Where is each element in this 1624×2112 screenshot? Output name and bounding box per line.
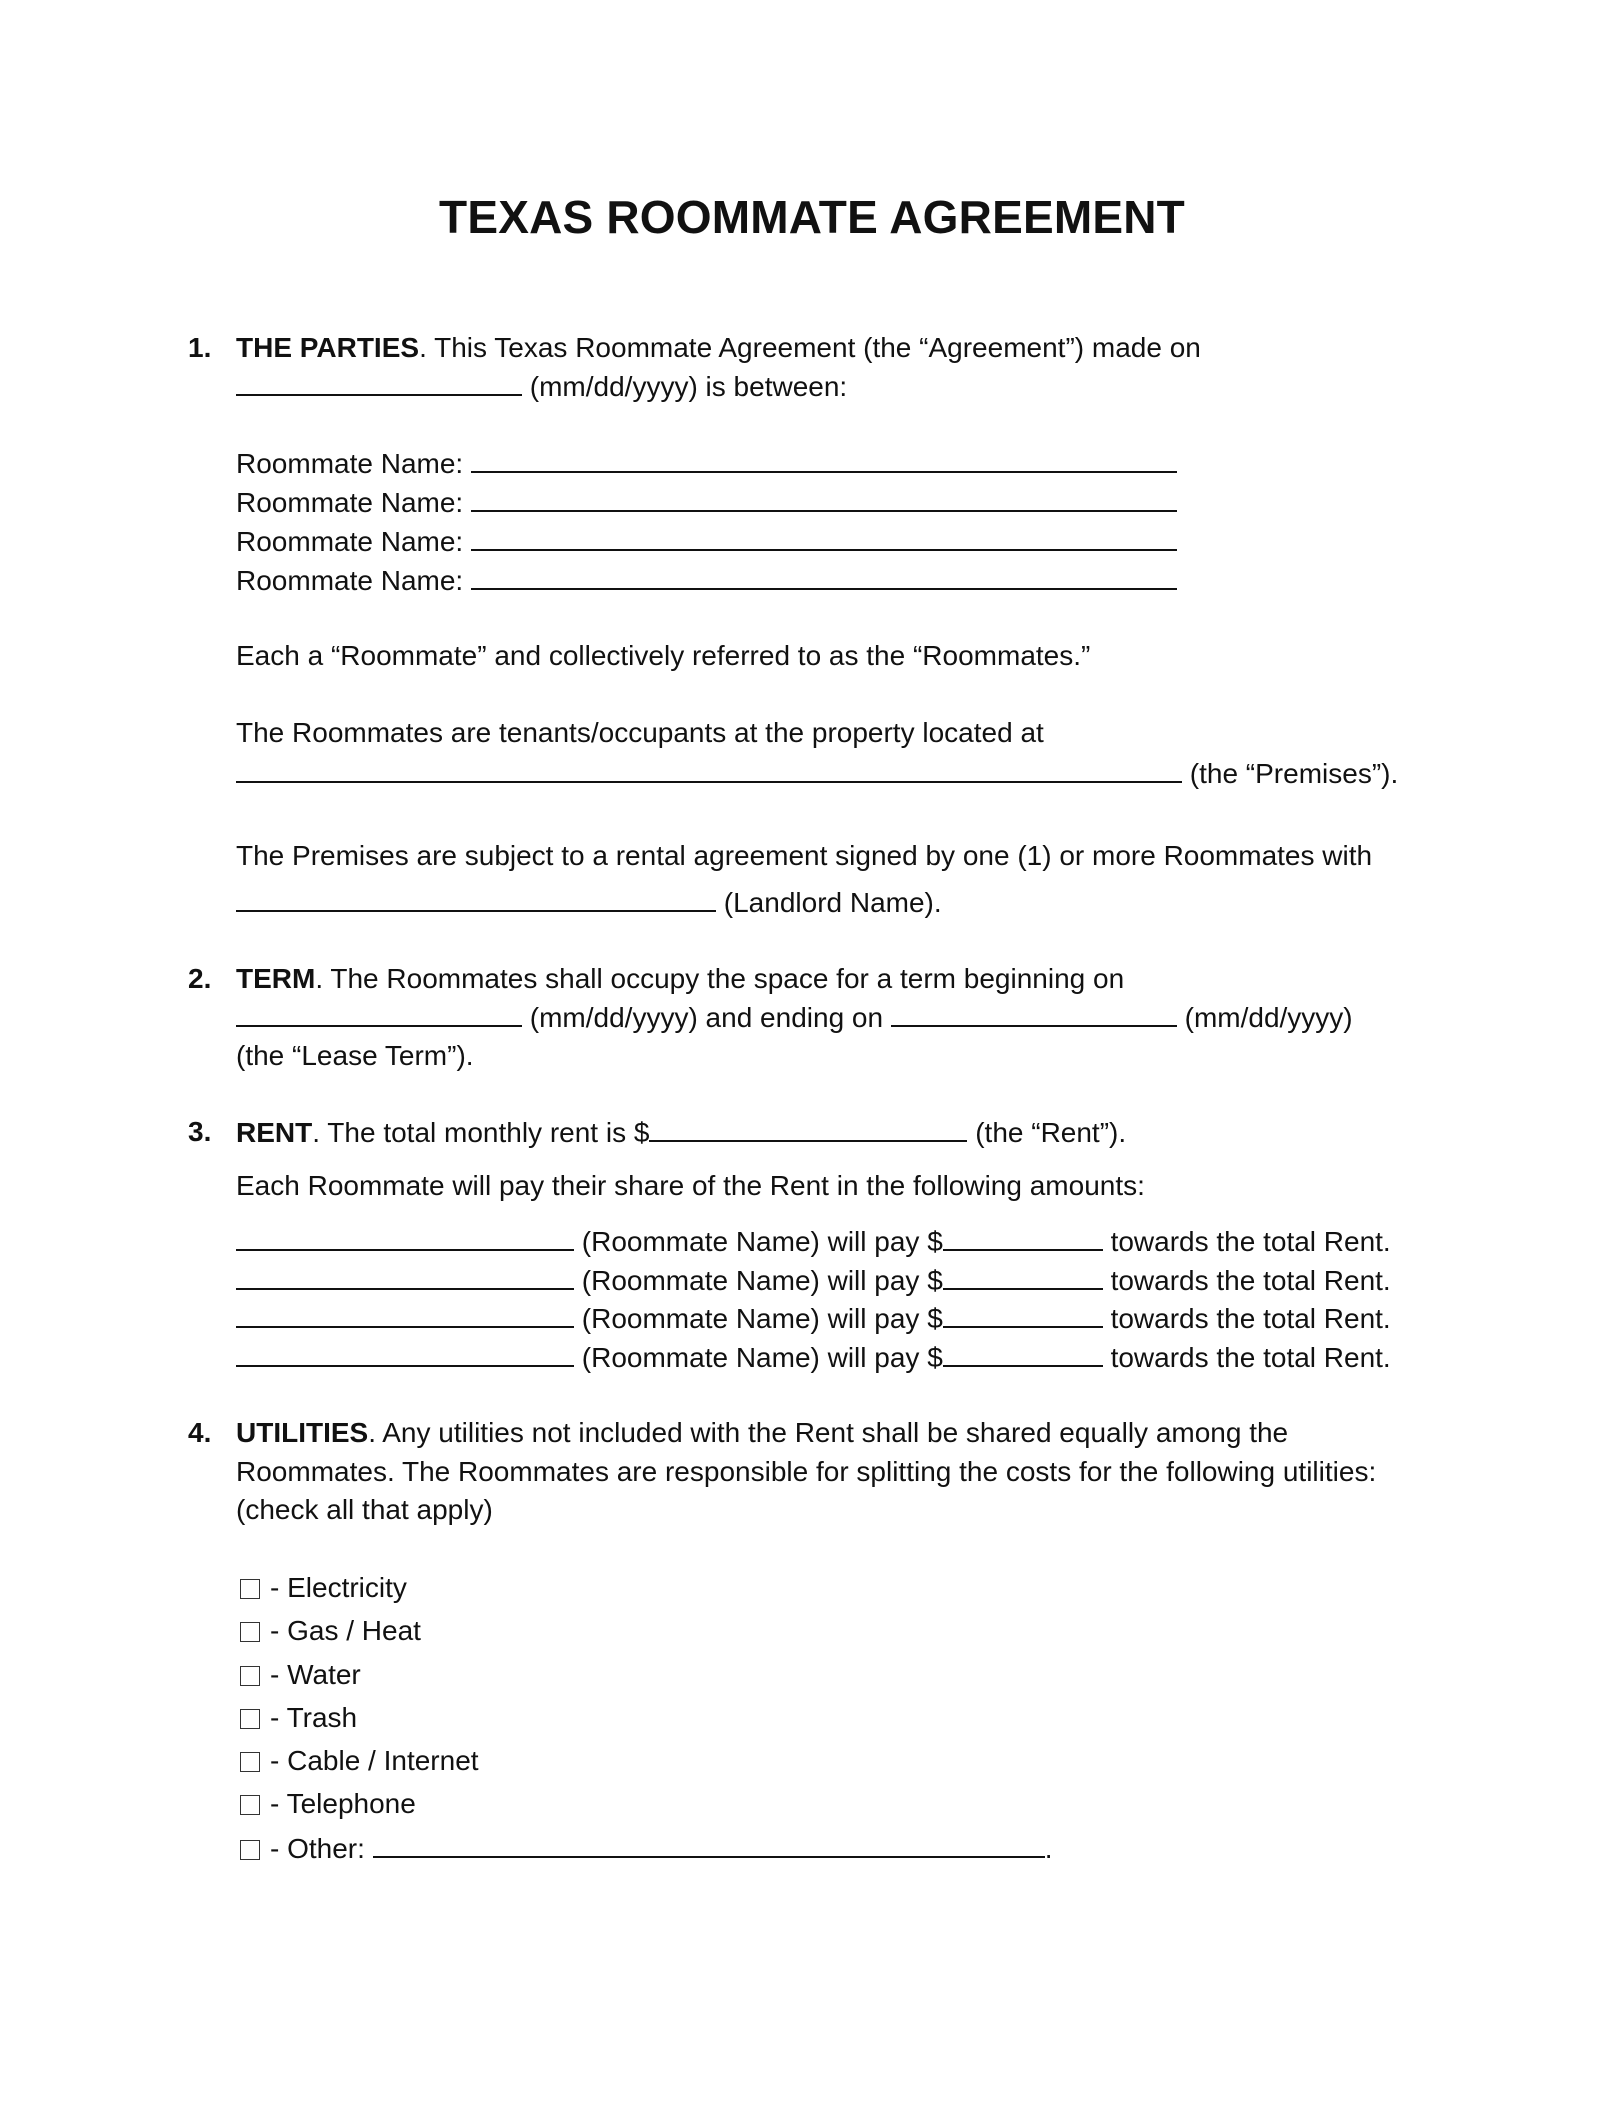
checkbox-water[interactable] [240,1666,260,1686]
agreement-date-suffix: (mm/dd/yyyy) is between: [529,371,848,402]
checkbox-cable-internet[interactable] [240,1752,260,1772]
section-2-number: 2. [188,963,212,994]
utility-item-telephone[interactable] [240,1786,416,1822]
premises-line [236,755,1398,792]
tenants-text: The Roommates are tenants/occupants at the property located at [236,717,1044,748]
premises-suffix: (the “Premises”). [1189,758,1399,789]
rent-suffix: (the “Rent”). [975,1117,1127,1148]
other-utility-field[interactable] [373,1830,1045,1858]
section-3-text: . The total monthly rent is $ [312,1117,650,1148]
utility-label: - Trash [270,1702,358,1733]
roommate-name-row [236,523,1177,560]
section-4-intro [236,1415,1288,1451]
utility-label: - Electricity [270,1572,407,1603]
roommate-name-label: Roommate Name: [236,526,464,557]
section-1-number: 1. [188,332,212,363]
term-end-field[interactable] [891,999,1177,1027]
utility-label: - Gas / Heat [270,1615,421,1646]
section-1-intro [236,330,1201,366]
checkbox-trash[interactable] [240,1709,260,1729]
share-roommate-field-3[interactable] [236,1300,574,1328]
section-4-text-2: Roommates. The Roommates are responsible for splitting the costs for the following utilities: [236,1456,1377,1487]
share-end-text: towards the total Rent. [1110,1342,1391,1373]
rent-share-row [236,1223,1391,1260]
section-4-text-3: (check all that apply) [236,1494,493,1525]
share-mid-text: (Roommate Name) will pay $ [581,1265,943,1296]
share-end-text: towards the total Rent. [1110,1265,1391,1296]
checkbox-electricity[interactable] [240,1579,260,1599]
rent-share-row [236,1300,1391,1337]
share-end-text: towards the total Rent. [1110,1303,1391,1334]
rent-share-text: Each Roommate will pay their share of the Rent in the following amounts: [236,1170,1145,1201]
utility-item-electricity[interactable] [240,1570,407,1606]
roommate-name-field-3[interactable] [471,523,1177,551]
section-4-heading: UTILITIES [236,1417,369,1448]
term-start-field[interactable] [236,999,522,1027]
landlord-suffix: (Landlord Name). [723,887,942,918]
share-amount-field-1[interactable] [943,1223,1103,1251]
utility-item-gas-heat[interactable] [240,1613,421,1649]
roommate-name-label: Roommate Name: [236,565,464,596]
section-1-heading: THE PARTIES [236,332,420,363]
section-4-number: 4. [188,1417,212,1448]
section-3-number: 3. [188,1116,212,1147]
roommate-name-row [236,484,1177,521]
landlord-name-field[interactable] [236,884,716,912]
section-2-intro [236,961,1124,997]
share-roommate-field-4[interactable] [236,1339,574,1367]
section-2-text: . The Roommates shall occupy the space for a term beginning on [315,963,1125,994]
share-roommate-field-1[interactable] [236,1223,574,1251]
roommate-name-row [236,562,1177,599]
share-roommate-field-2[interactable] [236,1262,574,1290]
roommate-name-field-2[interactable] [471,484,1177,512]
section-3-intro [236,1114,1126,1151]
roommates-definition: Each a “Roommate” and collectively referred to as the “Roommates.” [236,640,1091,671]
utility-item-other[interactable] [240,1830,1052,1867]
roommate-name-label: Roommate Name: [236,487,464,518]
roommate-name-label: Roommate Name: [236,448,464,479]
term-mid-text: (mm/dd/yyyy) and ending on [529,1002,884,1033]
utility-label: - Water [270,1659,361,1690]
utility-label: - Cable / Internet [270,1745,479,1776]
term-dates-line [236,999,1353,1036]
lease-term-text: (the “Lease Term”). [236,1040,474,1071]
rent-share-row [236,1262,1391,1299]
utility-item-trash[interactable] [240,1700,357,1736]
checkbox-gas-heat[interactable] [240,1622,260,1642]
term-end-text: (mm/dd/yyyy) [1184,1002,1353,1033]
rent-share-row [236,1339,1391,1376]
landlord-line [236,884,942,921]
premises-address-field[interactable] [236,755,1182,783]
share-mid-text: (Roommate Name) will pay $ [581,1303,943,1334]
section-3-heading: RENT [236,1117,313,1148]
roommate-name-field-4[interactable] [471,562,1177,590]
section-2-heading: TERM [236,963,316,994]
utility-item-cable-internet[interactable] [240,1743,479,1779]
share-mid-text: (Roommate Name) will pay $ [581,1342,943,1373]
other-utility-period: . [1044,1833,1053,1864]
agreement-date-line [236,368,847,405]
section-1-intro-text: . This Texas Roommate Agreement (the “Agreement”) made on [419,332,1201,363]
roommate-name-row [236,445,1177,482]
utility-label: - Other: [270,1833,365,1864]
checkbox-telephone[interactable] [240,1795,260,1815]
roommate-name-field-1[interactable] [471,445,1177,473]
share-end-text: towards the total Rent. [1110,1226,1391,1257]
agreement-date-field[interactable] [236,368,522,396]
checkbox-other[interactable] [240,1840,260,1860]
share-amount-field-2[interactable] [943,1262,1103,1290]
utility-label: - Telephone [270,1788,416,1819]
share-amount-field-3[interactable] [943,1300,1103,1328]
rental-agreement-text: The Premises are subject to a rental agreement signed by one (1) or more Roommates with [236,840,1373,871]
section-4-text-1: . Any utilities not included with the Rent shall be shared equally among the [368,1417,1289,1448]
page-title: TEXAS ROOMMATE AGREEMENT [439,191,1185,243]
share-amount-field-4[interactable] [943,1339,1103,1367]
share-mid-text: (Roommate Name) will pay $ [581,1226,943,1257]
utility-item-water[interactable] [240,1657,361,1693]
total-rent-field[interactable] [649,1114,967,1142]
